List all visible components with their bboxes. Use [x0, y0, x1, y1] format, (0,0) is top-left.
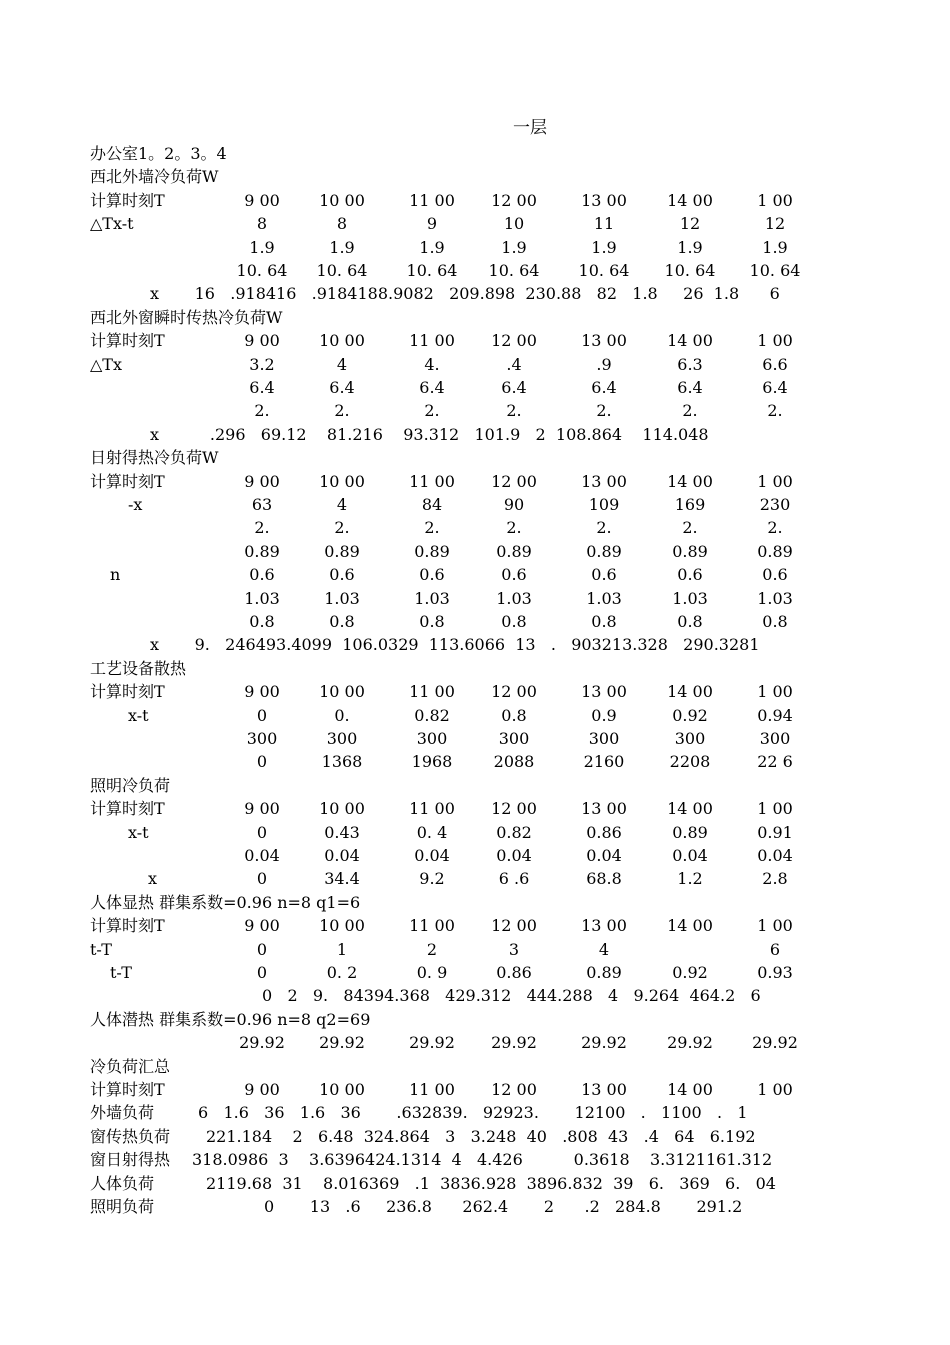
table-cell: 12 00: [491, 799, 537, 819]
table-row: [0, 306, 950, 329]
row-values: 6 1.6 36 1.6 36 .632839. 92923. 12100 . 1100 . 1: [198, 1103, 748, 1123]
table-cell: 0.8: [762, 612, 788, 631]
table-row: [0, 587, 950, 610]
row-label: 计算时刻T: [90, 471, 165, 491]
row-label: 计算时刻T: [90, 1080, 165, 1099]
table-cell: 0.6: [329, 565, 355, 585]
table-cell: 6.4: [762, 378, 788, 397]
table-cell: 6: [769, 939, 781, 959]
row-label: x: [148, 869, 158, 889]
table-cell: 0.6: [591, 565, 617, 585]
table-cell: 12: [679, 214, 701, 234]
table-row: [0, 727, 950, 750]
table-cell: 300: [326, 729, 358, 748]
table-row: [0, 633, 950, 656]
table-row: [0, 563, 950, 586]
table-cell: 0.: [334, 705, 350, 725]
row-label: 窗日射得热: [90, 1150, 171, 1170]
table-cell: 300: [416, 729, 448, 748]
table-row: [0, 236, 950, 259]
table-cell: 1.9: [677, 237, 703, 257]
table-cell: 0. 4: [416, 822, 448, 842]
row-label: 西北外窗瞬时传热冷负荷W: [90, 307, 283, 327]
table-cell: 6 .6: [498, 869, 530, 889]
row-label: 计算时刻T: [90, 916, 165, 936]
table-cell: 0.89: [496, 541, 532, 561]
table-cell: 1 00: [757, 190, 793, 210]
table-row: [0, 282, 950, 305]
table-cell: 0: [256, 752, 268, 772]
table-cell: 10. 64: [749, 261, 801, 280]
table-cell: 0: [256, 705, 268, 725]
table-cell: 1.9: [762, 237, 788, 257]
table-cell: 9 00: [244, 916, 280, 936]
table-row: [0, 867, 950, 890]
table-cell: 0.8: [501, 612, 527, 631]
table-cell: 11 00: [409, 190, 455, 210]
table-cell: 0.91: [757, 822, 793, 842]
table-row: [0, 961, 950, 984]
table-cell: 8: [256, 214, 268, 234]
table-cell: 9.2: [419, 869, 445, 889]
table-cell: 0.8: [329, 612, 355, 631]
table-cell: 1.2: [677, 869, 703, 889]
table-cell: 29.92: [667, 1033, 713, 1053]
row-label: 日射得热冷负荷W: [90, 448, 219, 468]
table-cell: 29.92: [319, 1033, 365, 1053]
table-cell: 0.89: [672, 541, 708, 561]
table-cell: 2.: [424, 401, 440, 421]
table-cell: 0.8: [249, 612, 275, 631]
table-cell: 22 6: [757, 752, 793, 772]
table-cell: 3.2: [249, 354, 275, 374]
table-cell: 11 00: [409, 799, 455, 819]
table-cell: 0.6: [677, 565, 703, 585]
row-label: n: [110, 565, 121, 585]
table-cell: 2.: [506, 518, 522, 538]
table-cell: 6.4: [419, 378, 445, 397]
table-cell: 14 00: [667, 1080, 713, 1099]
table-cell: 14 00: [667, 331, 713, 351]
table-cell: 1.03: [586, 588, 622, 608]
table-cell: 0.89: [586, 963, 622, 982]
row-label: △Tx: [90, 354, 122, 374]
table-cell: 9 00: [244, 682, 280, 702]
table-cell: 11 00: [409, 331, 455, 351]
table-cell: 13 00: [581, 331, 627, 351]
table-cell: 0.6: [249, 565, 275, 585]
table-cell: 10 00: [319, 916, 365, 936]
table-cell: 10. 64: [488, 261, 540, 280]
table-cell: 0.8: [591, 612, 617, 631]
table-row: [0, 165, 950, 188]
table-cell: 10. 64: [664, 261, 716, 280]
table-cell: 2.: [596, 518, 612, 538]
table-cell: 169: [674, 495, 706, 514]
table-cell: 13 00: [581, 1080, 627, 1099]
table-cell: 2160: [583, 752, 625, 772]
table-cell: 0. 9: [416, 963, 448, 982]
table-cell: 0.8: [501, 705, 527, 725]
table-row: [0, 329, 950, 352]
table-cell: 0.43: [324, 822, 360, 842]
table-row: [0, 891, 950, 914]
table-cell: 2208: [669, 752, 711, 772]
table-cell: 10 00: [319, 471, 365, 491]
table-row: [0, 1008, 950, 1031]
table-cell: .4: [506, 354, 522, 374]
table-row: [0, 1148, 950, 1171]
table-cell: 1.03: [244, 588, 280, 608]
row-label: -x: [128, 495, 143, 514]
table-cell: .9: [596, 354, 612, 374]
table-cell: 11 00: [409, 682, 455, 702]
table-cell: 0.93: [757, 963, 793, 982]
table-cell: 1968: [411, 752, 453, 772]
table-cell: 63: [251, 495, 273, 514]
table-cell: 2.: [506, 401, 522, 421]
row-label: 冷负荷汇总: [90, 1056, 171, 1076]
row-label: 人体负荷: [90, 1173, 155, 1193]
table-row: [0, 610, 950, 633]
table-cell: 0.6: [762, 565, 788, 585]
table-cell: 1.9: [249, 237, 275, 257]
table-row: [0, 844, 950, 867]
table-cell: 0.82: [414, 705, 450, 725]
table-cell: 2.: [254, 401, 270, 421]
table-cell: 2.: [682, 518, 698, 538]
table-row: [0, 704, 950, 727]
table-cell: 0.6: [419, 565, 445, 585]
row-label: 计算时刻T: [90, 799, 165, 819]
table-cell: 2.: [682, 401, 698, 421]
row-values: 2119.68 31 8.016369 .1 3836.928 3896.832 39 6. 369 6. 04: [206, 1173, 776, 1193]
table-cell: 12 00: [491, 1080, 537, 1099]
table-cell: 9: [426, 214, 438, 234]
table-cell: 10. 64: [236, 261, 288, 280]
table-cell: 84: [421, 495, 443, 514]
table-cell: 29.92: [239, 1033, 285, 1053]
table-row: [0, 821, 950, 844]
table-cell: 10 00: [319, 331, 365, 351]
table-cell: 6.6: [762, 354, 788, 374]
row-label: 照明负荷: [90, 1197, 155, 1216]
table-cell: 10. 64: [316, 261, 368, 280]
row-label: 窗传热负荷: [90, 1126, 171, 1146]
table-cell: 1 00: [757, 916, 793, 936]
table-row: [0, 189, 950, 212]
table-cell: 0. 2: [326, 963, 358, 982]
table-cell: 0.89: [244, 541, 280, 561]
table-row: [0, 376, 950, 399]
table-cell: 11 00: [409, 1080, 455, 1099]
row-label: 人体显热 群集系数=0.96 n=8 q1=6: [90, 892, 361, 912]
table-cell: 6.3: [677, 354, 703, 374]
row-label: 计算时刻T: [90, 331, 165, 351]
table-cell: 10. 64: [406, 261, 458, 280]
table-row: [0, 212, 950, 235]
table-row: [0, 470, 950, 493]
table-cell: 2.: [424, 518, 440, 538]
table-cell: 10 00: [319, 1080, 365, 1099]
row-label: 办公室1。2。3。4: [90, 144, 227, 163]
table-cell: 109: [588, 495, 620, 514]
table-cell: 29.92: [752, 1033, 798, 1053]
table-cell: 14 00: [667, 190, 713, 210]
table-cell: 14 00: [667, 682, 713, 702]
row-values: x 9. 246493.4099 106.0329 113.6066 13 . 903213.328 290.3281: [150, 635, 760, 655]
table-cell: 14 00: [667, 916, 713, 936]
table-cell: 0: [256, 869, 268, 889]
table-cell: 0.04: [757, 846, 793, 865]
table-cell: 2.: [767, 401, 783, 421]
table-cell: 1368: [321, 752, 363, 772]
table-row: [0, 680, 950, 703]
table-cell: 6.4: [591, 378, 617, 397]
table-cell: 13 00: [581, 471, 627, 491]
table-cell: 10. 64: [578, 261, 630, 280]
table-cell: 0.04: [324, 846, 360, 865]
table-cell: 300: [588, 729, 620, 748]
table-row: [0, 493, 950, 516]
row-label: t-T: [90, 939, 112, 959]
table-cell: 6.4: [329, 378, 355, 397]
table-row: [0, 1101, 950, 1124]
table-row: [0, 540, 950, 563]
table-cell: 1 00: [757, 799, 793, 819]
table-cell: 1.9: [591, 237, 617, 257]
table-cell: 300: [246, 729, 278, 748]
table-row: [0, 1031, 950, 1054]
table-cell: 29.92: [581, 1033, 627, 1053]
row-label: 工艺设备散热: [90, 658, 187, 678]
table-cell: 10: [503, 214, 525, 234]
table-cell: 1.9: [501, 237, 527, 257]
table-cell: 3: [508, 939, 520, 959]
table-cell: 2088: [493, 752, 535, 772]
table-cell: 0.82: [496, 822, 532, 842]
row-label: x-t: [128, 705, 149, 725]
table-row: [0, 914, 950, 937]
table-cell: 4: [336, 354, 348, 374]
table-row: [0, 1172, 950, 1195]
table-row: [0, 353, 950, 376]
table-cell: 6.4: [501, 378, 527, 397]
table-cell: 0.94: [757, 705, 793, 725]
table-cell: 1.03: [757, 588, 793, 608]
row-values: 0 13 .6 236.8 262.4 2 .2 284.8 291.2: [264, 1197, 743, 1216]
table-row: [0, 516, 950, 539]
table-cell: 9 00: [244, 331, 280, 351]
table-row: [0, 1078, 950, 1101]
table-cell: 9 00: [244, 799, 280, 819]
page-title: 一层: [513, 118, 547, 138]
table-cell: 13 00: [581, 916, 627, 936]
table-cell: 2.: [334, 518, 350, 538]
table-cell: 2.: [254, 518, 270, 538]
table-cell: 1 00: [757, 682, 793, 702]
table-cell: 90: [503, 495, 525, 514]
table-cell: 4.: [424, 354, 440, 374]
table-cell: 29.92: [491, 1033, 537, 1053]
table-cell: 13 00: [581, 682, 627, 702]
table-cell: 0.89: [414, 541, 450, 561]
table-cell: 300: [759, 729, 791, 748]
table-cell: 1.03: [414, 588, 450, 608]
table-cell: 34.4: [324, 869, 360, 889]
table-row: [0, 1055, 950, 1078]
table-cell: 11 00: [409, 916, 455, 936]
table-cell: 0: [256, 822, 268, 842]
table-cell: 14 00: [667, 799, 713, 819]
table-cell: 12 00: [491, 916, 537, 936]
row-label: t-T: [110, 963, 132, 982]
table-cell: 1 00: [757, 1080, 793, 1099]
table-row: [0, 797, 950, 820]
table-cell: 2: [426, 939, 438, 959]
table-cell: 2.8: [762, 869, 788, 889]
table-cell: 14 00: [667, 471, 713, 491]
table-cell: 10 00: [319, 682, 365, 702]
table-cell: 12: [764, 214, 786, 234]
table-cell: 4: [336, 495, 348, 514]
row-values: 221.184 2 6.48 324.864 3 3.248 40 .808 43 .4 64 6.192: [206, 1126, 756, 1146]
table-row: [0, 1195, 950, 1218]
table-cell: 12 00: [491, 190, 537, 210]
table-cell: 13 00: [581, 190, 627, 210]
table-cell: 0.89: [757, 541, 793, 561]
row-label: x-t: [128, 822, 149, 842]
row-label: 外墙负荷: [90, 1103, 155, 1123]
table-cell: 1.03: [672, 588, 708, 608]
table-row: [0, 938, 950, 961]
table-cell: 6.4: [249, 378, 275, 397]
table-cell: 2.: [596, 401, 612, 421]
table-cell: 6.4: [677, 378, 703, 397]
table-cell: 0.9: [591, 705, 617, 725]
table-cell: 1.9: [329, 237, 355, 257]
row-label: △Tx-t: [90, 214, 134, 234]
table-row: [0, 259, 950, 282]
row-label: 计算时刻T: [90, 682, 165, 702]
table-cell: 1.03: [496, 588, 532, 608]
table-cell: 0.86: [586, 822, 622, 842]
row-label: 计算时刻T: [90, 190, 165, 210]
table-cell: 1: [336, 939, 348, 959]
table-cell: 4: [598, 939, 610, 959]
table-cell: 68.8: [586, 869, 622, 889]
table-cell: 230: [759, 495, 791, 514]
table-cell: 9 00: [244, 471, 280, 491]
table-cell: 11 00: [409, 471, 455, 491]
table-cell: 0.04: [414, 846, 450, 865]
table-row: [0, 774, 950, 797]
table-cell: 0.8: [677, 612, 703, 631]
table-cell: 300: [674, 729, 706, 748]
row-values: 318.0986 3 3.6396424.1314 4 4.426 0.3618 3.3121161.312: [192, 1150, 773, 1170]
table-row: [0, 657, 950, 680]
table-cell: 12 00: [491, 471, 537, 491]
table-cell: 0.89: [672, 822, 708, 842]
table-cell: 10 00: [319, 799, 365, 819]
row-label: 人体潜热 群集系数=0.96 n=8 q2=69: [90, 1009, 371, 1029]
table-row: [0, 142, 950, 165]
table-cell: 9 00: [244, 1080, 280, 1099]
table-cell: 0.8: [419, 612, 445, 631]
row-label: 照明冷负荷: [90, 775, 171, 795]
table-cell: 1 00: [757, 471, 793, 491]
table-row: [0, 446, 950, 469]
table-cell: 0.92: [672, 705, 708, 725]
table-cell: 11: [593, 214, 615, 234]
table-cell: 1.9: [419, 237, 445, 257]
table-cell: 0.6: [501, 565, 527, 585]
table-cell: 29.92: [409, 1033, 455, 1053]
table-cell: 300: [498, 729, 530, 748]
table-row: [0, 984, 950, 1007]
table-cell: 0.04: [586, 846, 622, 865]
table-cell: 0.04: [244, 846, 280, 865]
table-row: [0, 1125, 950, 1148]
table-cell: 0.04: [672, 846, 708, 865]
table-cell: 0: [256, 939, 268, 959]
row-values: x .296 69.12 81.216 93.312 101.9 2 108.864 114.048: [150, 424, 709, 444]
row-values: 0 2 9. 84394.368 429.312 444.288 4 9.264 464.2 6: [262, 986, 761, 1006]
row-values: x 16 .918416 .9184188.9082 209.898 230.88 82 1.8 26 1.8 6: [150, 284, 780, 304]
table-cell: 8: [336, 214, 348, 234]
table-cell: 13 00: [581, 799, 627, 819]
table-row: [0, 423, 950, 446]
table-cell: 0.89: [586, 541, 622, 561]
table-row: [0, 750, 950, 773]
table-cell: 0.92: [672, 963, 708, 982]
table-cell: 0.86: [496, 963, 532, 982]
table-cell: 1.03: [324, 588, 360, 608]
table-cell: 0: [256, 963, 268, 982]
table-cell: 1 00: [757, 331, 793, 351]
table-cell: 9 00: [244, 190, 280, 210]
row-label: 西北外墙冷负荷W: [90, 167, 219, 187]
table-cell: 10 00: [319, 190, 365, 210]
table-row: [0, 399, 950, 422]
table-cell: 12 00: [491, 331, 537, 351]
table-cell: 0.89: [324, 541, 360, 561]
table-cell: 2.: [767, 518, 783, 538]
table-cell: 2.: [334, 401, 350, 421]
table-cell: 0.04: [496, 846, 532, 865]
table-cell: 12 00: [491, 682, 537, 702]
